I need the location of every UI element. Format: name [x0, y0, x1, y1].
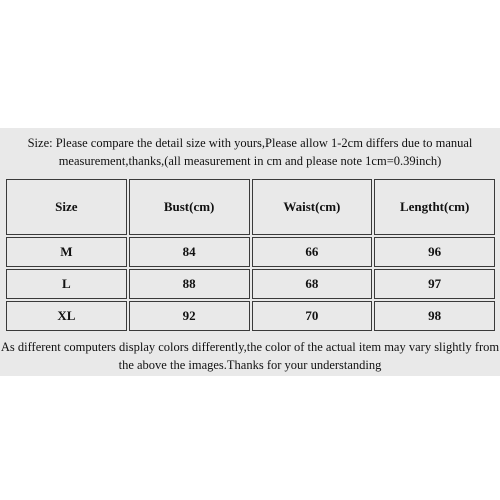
- color-disclaimer-line-1: As different computers display colors differently,the color of the actual item may vary slightly from: [0, 340, 500, 354]
- size-table: [4, 177, 497, 333]
- cell-length: 98: [374, 301, 495, 331]
- cell-waist: 66: [252, 237, 373, 267]
- cell-length: 96: [374, 237, 495, 267]
- table-header-row: [6, 179, 495, 235]
- size-note: [0, 134, 500, 170]
- table-row: [6, 269, 495, 299]
- header-length: Lengtht(cm): [374, 179, 495, 235]
- table-row: [6, 301, 495, 331]
- cell-bust: 92: [129, 301, 250, 331]
- header-size: Size: [6, 179, 127, 235]
- cell-bust: 84: [129, 237, 250, 267]
- cell-size: XL: [6, 301, 127, 331]
- cell-length: 97: [374, 269, 495, 299]
- cell-waist: 70: [252, 301, 373, 331]
- table-row: [6, 237, 495, 267]
- cell-size: M: [6, 237, 127, 267]
- cell-size: L: [6, 269, 127, 299]
- color-disclaimer: [0, 338, 500, 374]
- color-disclaimer-line-2: the above the images.Thanks for your understanding: [118, 358, 382, 372]
- size-note-line-1: Size: Please compare the detail size with yours,Please allow 1-2cm differs due to manual: [27, 136, 473, 150]
- header-waist: Waist(cm): [252, 179, 373, 235]
- cell-bust: 88: [129, 269, 250, 299]
- header-bust: Bust(cm): [129, 179, 250, 235]
- cell-waist: 68: [252, 269, 373, 299]
- size-note-line-2: measurement,thanks,(all measurement in cm and please note 1cm=0.39inch): [58, 154, 442, 168]
